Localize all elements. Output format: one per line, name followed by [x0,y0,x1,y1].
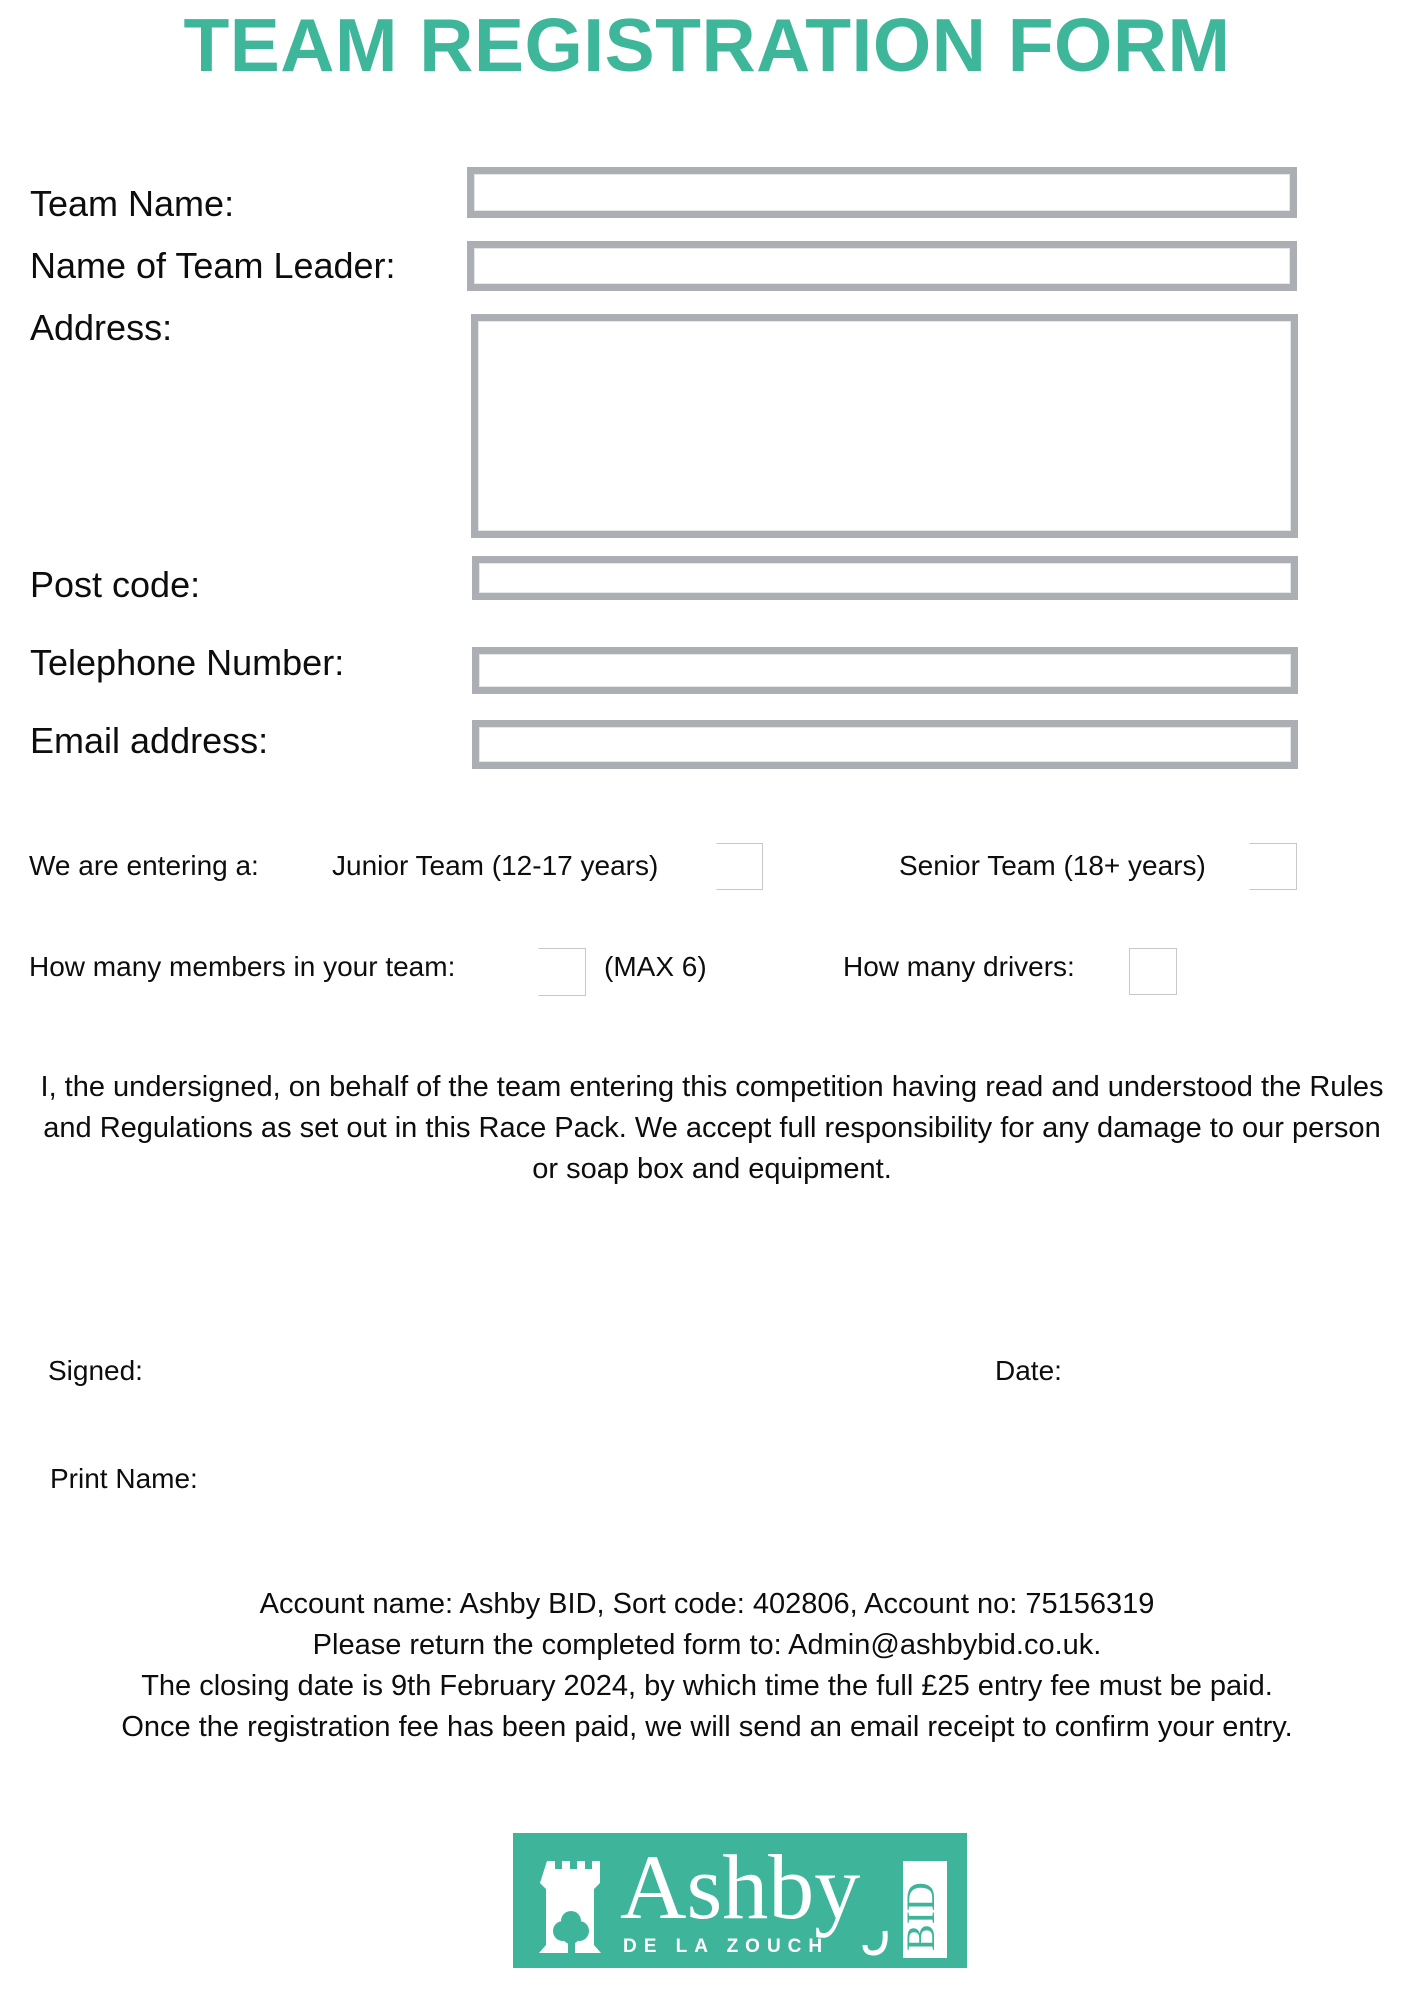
members-max-hint: (MAX 6) [604,951,707,982]
members-label: How many members in your team: [29,951,456,982]
team-leader-field[interactable] [467,241,1297,291]
declaration-text: I, the undersigned, on behalf of the team entering this competition having read and understood the Rules and Regulations as set out in this Race Pack. We accept full responsibility for any damage to our person or soap box and equipment. [40,1071,1384,1185]
post-code-field[interactable] [472,556,1298,600]
telephone-input[interactable] [479,654,1291,687]
footer-account-line: Account name: Ashby BID, Sort code: 402806, Account no: 75156319 [259,1588,1155,1620]
telephone-field[interactable] [472,647,1298,694]
post-code-input[interactable] [479,563,1291,593]
telephone-label: Telephone Number: [30,642,345,683]
senior-team-label: Senior Team (18+ years) [899,850,1206,881]
team-leader-label: Name of Team Leader: [30,245,396,286]
junior-team-checkbox[interactable] [716,843,763,890]
address-input[interactable] [478,321,1291,531]
print-name-label: Print Name: [50,1463,198,1494]
team-name-field[interactable] [467,167,1297,218]
footer-return-line: Please return the completed form to: Admin@ashbybid.co.uk. [312,1629,1102,1661]
team-name-label: Team Name: [30,183,235,224]
logo-subtitle: DE LA ZOUCH [623,1936,830,1957]
drivers-count-box[interactable] [1129,948,1177,995]
junior-team-label: Junior Team (12-17 years) [332,850,659,881]
ashby-bid-logo [513,1833,967,1968]
entry-type-label: We are entering a: [29,850,259,881]
team-name-input[interactable] [474,174,1290,211]
page-title: TEAM REGISTRATION FORM [183,3,1231,87]
footer-receipt-line: Once the registration fee has been paid, we will send an email receipt to confirm your entry. [121,1711,1293,1743]
members-count-box[interactable] [538,948,586,996]
address-label: Address: [30,307,173,348]
email-input[interactable] [479,727,1291,762]
date-label: Date: [995,1355,1062,1386]
footer-info [0,1584,1414,1748]
senior-team-checkbox[interactable] [1249,843,1297,890]
post-code-label: Post code: [30,564,201,605]
logo-wordmark: Ashby [620,1836,861,1938]
email-label: Email address: [30,720,269,761]
team-leader-input[interactable] [474,248,1290,284]
email-field[interactable] [472,720,1298,769]
drivers-label: How many drivers: [843,951,1075,982]
signed-label: Signed: [48,1355,143,1386]
footer-closing-date-line: The closing date is 9th February 2024, by which time the full £25 entry fee must be paid. [141,1670,1273,1702]
svg-text:BID: BID [898,1882,943,1951]
address-field[interactable] [471,314,1298,538]
